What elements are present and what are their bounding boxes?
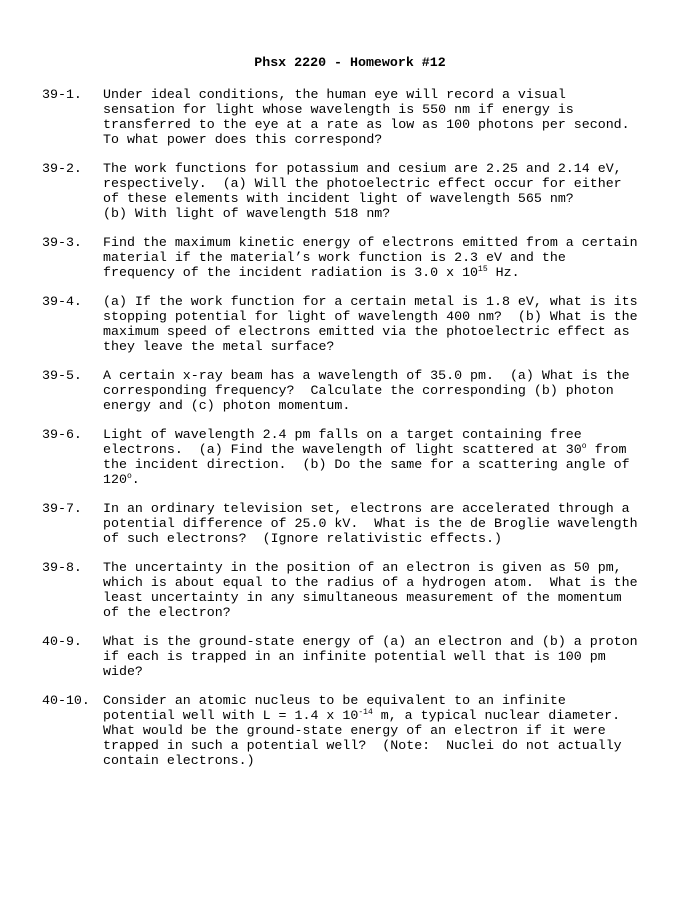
text-line: Under ideal conditions, the human eye will record a visual [103, 87, 566, 102]
text-line [103, 472, 140, 487]
text-line: if each is trapped in an infinite potential well that is 100 pm [103, 649, 606, 664]
text-line: respectively. (a) Will the photoelectric effect occur for either [103, 176, 622, 191]
exponent-superscript: -14 [358, 708, 373, 717]
text-line: the incident direction. (b) Do the same for a scattering angle of [103, 457, 630, 472]
text-fragment: potential well with L = 1.4 x 10 [103, 708, 359, 723]
text-line: least uncertainty in any simultaneous measurement of the momentum [103, 590, 622, 605]
text-fragment: m, a typical nuclear diameter. [372, 708, 621, 723]
superscript: 15 [478, 265, 488, 274]
problem-text [103, 560, 663, 620]
problem-number: 39-8. [42, 560, 82, 575]
problem-text [103, 294, 663, 354]
problem-text [103, 87, 663, 147]
text-line: Consider an atomic nucleus to be equivalent to an infinite [103, 693, 566, 708]
problem-40-10 [42, 693, 672, 768]
problem-text [103, 427, 663, 487]
problem-40-9 [42, 634, 672, 679]
problem-text [103, 235, 663, 280]
problem-number: 39-3. [42, 235, 82, 250]
text-line: material if the material’s work function is 2.3 eV and the [103, 250, 566, 265]
problem-text [103, 693, 663, 768]
text-line: of such electrons? (Ignore relativistic effects.) [103, 531, 502, 546]
degree-superscript: o [126, 472, 132, 481]
text-line: Light of wavelength 2.4 pm falls on a target containing free [103, 427, 582, 442]
problem-39-8 [42, 560, 672, 620]
problem-number: 39-1. [42, 87, 82, 102]
degree-superscript: o [581, 442, 587, 451]
problem-39-5 [42, 368, 672, 413]
problem-number: 39-2. [42, 161, 82, 176]
text-line: transferred to the eye at a rate as low as 100 photons per second. [103, 117, 630, 132]
text-fragment: Hz. [487, 265, 520, 280]
text-line: of these elements with incident light of wavelength 565 nm? [103, 191, 574, 206]
text-line: they leave the metal surface? [103, 339, 335, 354]
text-fragment: . [131, 472, 140, 487]
text-fragment: electrons. (a) Find the wavelength of light scattered at 30 [103, 442, 582, 457]
text-line: wide? [103, 664, 143, 679]
problem-number: 39-7. [42, 501, 82, 516]
problem-text [103, 501, 663, 546]
problem-number: 40-9. [42, 634, 82, 649]
text-line [103, 442, 627, 457]
text-line: The work functions for potassium and cesium are 2.25 and 2.14 eV, [103, 161, 622, 176]
text-line: maximum speed of electrons emitted via the photoelectric effect as [103, 324, 630, 339]
text-line: which is about equal to the radius of a hydrogen atom. What is the [103, 575, 638, 590]
problem-number: 39-6. [42, 427, 82, 442]
text-line: In an ordinary television set, electrons are accelerated through a [103, 501, 630, 516]
text-line: What would be the ground-state energy of an electron if it were [103, 723, 606, 738]
text-line [103, 708, 620, 723]
text-line: trapped in such a potential well? (Note: Nuclei do not actually [103, 738, 622, 753]
text-line: The uncertainty in the position of an electron is given as 50 pm, [103, 560, 622, 575]
page-title: Phsx 2220 - Homework #12 [254, 55, 446, 70]
text-line: (b) With light of wavelength 518 nm? [103, 206, 391, 221]
text-line [103, 265, 520, 280]
problem-39-7 [42, 501, 672, 546]
text-fragment: 120 [103, 472, 127, 487]
text-line: stopping potential for light of wavelength 400 nm? (b) What is the [103, 309, 638, 324]
text-line: potential difference of 25.0 kV. What is the de Broglie wavelength [103, 516, 638, 531]
text-line: What is the ground-state energy of (a) an electron and (b) a proton [103, 634, 638, 649]
problem-39-3 [42, 235, 672, 280]
text-line: (a) If the work function for a certain metal is 1.8 eV, what is its [103, 294, 638, 309]
text-line: energy and (c) photon momentum. [103, 398, 351, 413]
problem-39-4 [42, 294, 672, 354]
text-line: To what power does this correspond? [103, 132, 383, 147]
problem-number: 39-5. [42, 368, 82, 383]
problem-list [42, 87, 672, 782]
text-line: sensation for light whose wavelength is 550 nm if energy is [103, 102, 574, 117]
text-fragment: from [586, 442, 627, 457]
problem-text [103, 161, 663, 221]
text-line: of the electron? [103, 605, 231, 620]
problem-39-1 [42, 87, 672, 147]
problem-39-2 [42, 161, 672, 221]
problem-text [103, 368, 663, 413]
problem-39-6 [42, 427, 672, 487]
problem-text [103, 634, 663, 679]
text-line: A certain x-ray beam has a wavelength of 35.0 pm. (a) What is the [103, 368, 630, 383]
problem-number: 40-10. [42, 693, 90, 708]
text-line: Find the maximum kinetic energy of electrons emitted from a certain [103, 235, 638, 250]
text-fragment: frequency of the incident radiation is 3.0 x 10 [103, 265, 479, 280]
text-line: contain electrons.) [103, 753, 255, 768]
text-line: corresponding frequency? Calculate the corresponding (b) photon [103, 383, 614, 398]
problem-number: 39-4. [42, 294, 82, 309]
